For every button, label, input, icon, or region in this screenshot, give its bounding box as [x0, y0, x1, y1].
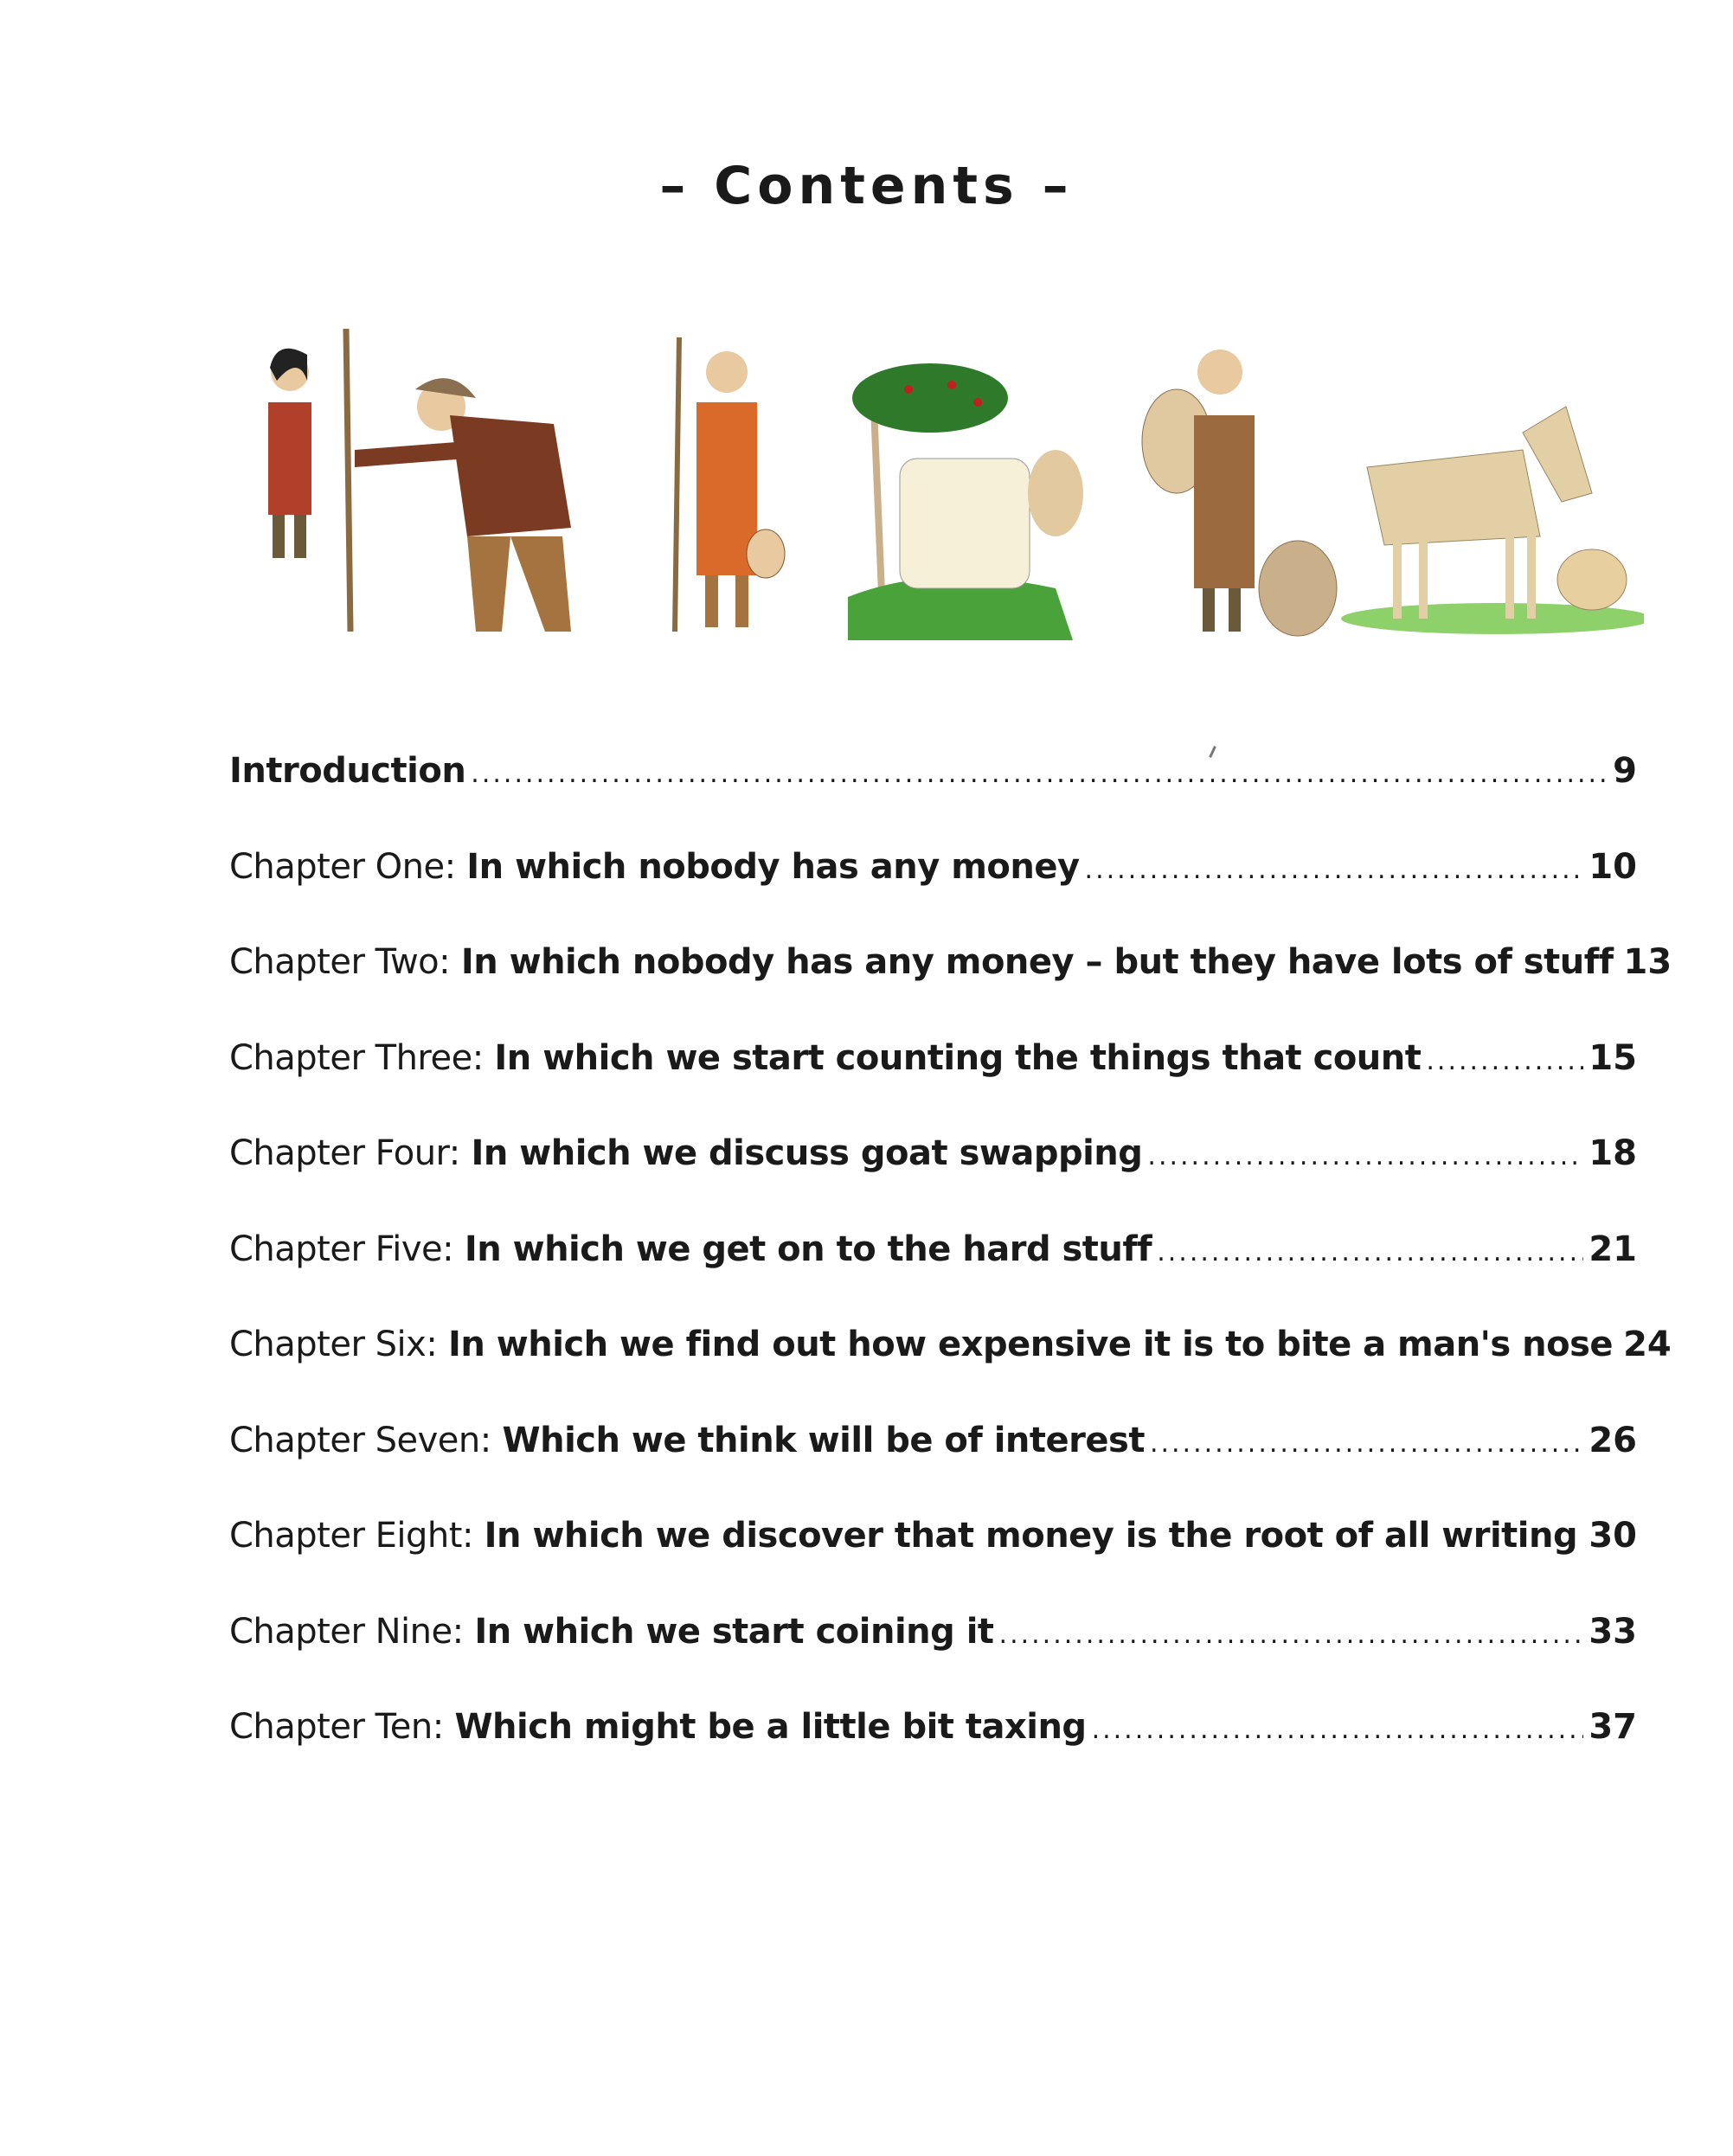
page-number: 10: [1589, 846, 1637, 887]
page-number: 15: [1589, 1037, 1637, 1078]
medieval-barter-scene-illustration: [225, 320, 1644, 666]
toc-entry-chapter-1[interactable]: [229, 847, 1637, 943]
entry-title: Which we think will be of interest: [502, 1420, 1145, 1460]
dot-leader: [1582, 1524, 1583, 1554]
page-number: 26: [1589, 1420, 1637, 1460]
chapter-label: Chapter Seven:: [229, 1420, 491, 1460]
sheep-tree-figure: [848, 363, 1083, 640]
entry-title: In which nobody has any money: [466, 846, 1080, 887]
chapter-label: Chapter One:: [229, 846, 456, 887]
toc-entry-chapter-2[interactable]: [229, 942, 1672, 1038]
chapter-label: Chapter Ten:: [229, 1707, 444, 1747]
dot-leader: [1157, 1237, 1583, 1267]
dot-leader: [1092, 1715, 1584, 1745]
dot-leader: [1150, 1428, 1583, 1459]
toc-entry-introduction[interactable]: [229, 751, 1637, 847]
boy-figure: [268, 349, 311, 558]
toc-entry-chapter-8[interactable]: [229, 1516, 1637, 1612]
chapter-label: Chapter Four:: [229, 1133, 460, 1173]
dot-leader: [999, 1620, 1584, 1650]
old-man-figure: [696, 351, 785, 627]
entry-title: In which we get on to the hard stuff: [464, 1229, 1152, 1269]
toc-entry-chapter-5[interactable]: [229, 1229, 1637, 1325]
page-number: 30: [1589, 1516, 1637, 1556]
chapter-label: Chapter Nine:: [229, 1611, 464, 1652]
chapter-label: Chapter Eight:: [229, 1516, 473, 1556]
page-number: 18: [1589, 1133, 1637, 1173]
entry-title: In which we start counting the things that count: [494, 1037, 1422, 1078]
page-number: 24: [1623, 1325, 1672, 1364]
toc-entry-chapter-9[interactable]: [229, 1612, 1637, 1708]
man-with-sack-figure: [1142, 350, 1337, 636]
page-number: 13: [1623, 942, 1672, 982]
chapter-label: Chapter Six:: [229, 1325, 438, 1364]
page-number: 33: [1589, 1611, 1637, 1652]
page-title: – Contents –: [659, 156, 1074, 216]
entry-title: Which might be a little bit taxing: [454, 1707, 1087, 1747]
toc-entry-chapter-3[interactable]: [229, 1038, 1637, 1134]
entry-title: In which we find out how expensive it is to bite a man's nose: [448, 1325, 1614, 1364]
toc-entry-chapter-4[interactable]: [229, 1133, 1637, 1229]
toc-entry-chapter-7[interactable]: [229, 1421, 1637, 1517]
entry-title: In which we discover that money is the root of all writing: [484, 1516, 1578, 1556]
page-number: 37: [1589, 1707, 1637, 1747]
chapter-label: Chapter Three:: [229, 1037, 484, 1078]
dot-leader: [471, 759, 1608, 789]
page-number: 9: [1613, 751, 1637, 791]
toc-entry-chapter-10[interactable]: [229, 1707, 1637, 1803]
dot-leader: [1147, 1141, 1583, 1171]
entry-title: Introduction: [229, 751, 466, 791]
chapter-label: Chapter Five:: [229, 1229, 454, 1269]
bent-man-figure: [355, 378, 571, 632]
toc-entry-chapter-6[interactable]: [229, 1325, 1672, 1421]
goat-figure: [1341, 407, 1644, 634]
entry-title: In which nobody has any money – but they have lots of stuff: [460, 942, 1614, 982]
dot-leader: [1426, 1046, 1583, 1076]
chapter-label: Chapter Two:: [229, 942, 451, 982]
entry-title: In which we discuss goat swapping: [471, 1133, 1143, 1173]
table-of-contents: [229, 751, 1672, 1803]
page-number: 21: [1589, 1229, 1637, 1269]
dot-leader: [1085, 855, 1584, 885]
entry-title: In which we start coining it: [474, 1611, 994, 1652]
